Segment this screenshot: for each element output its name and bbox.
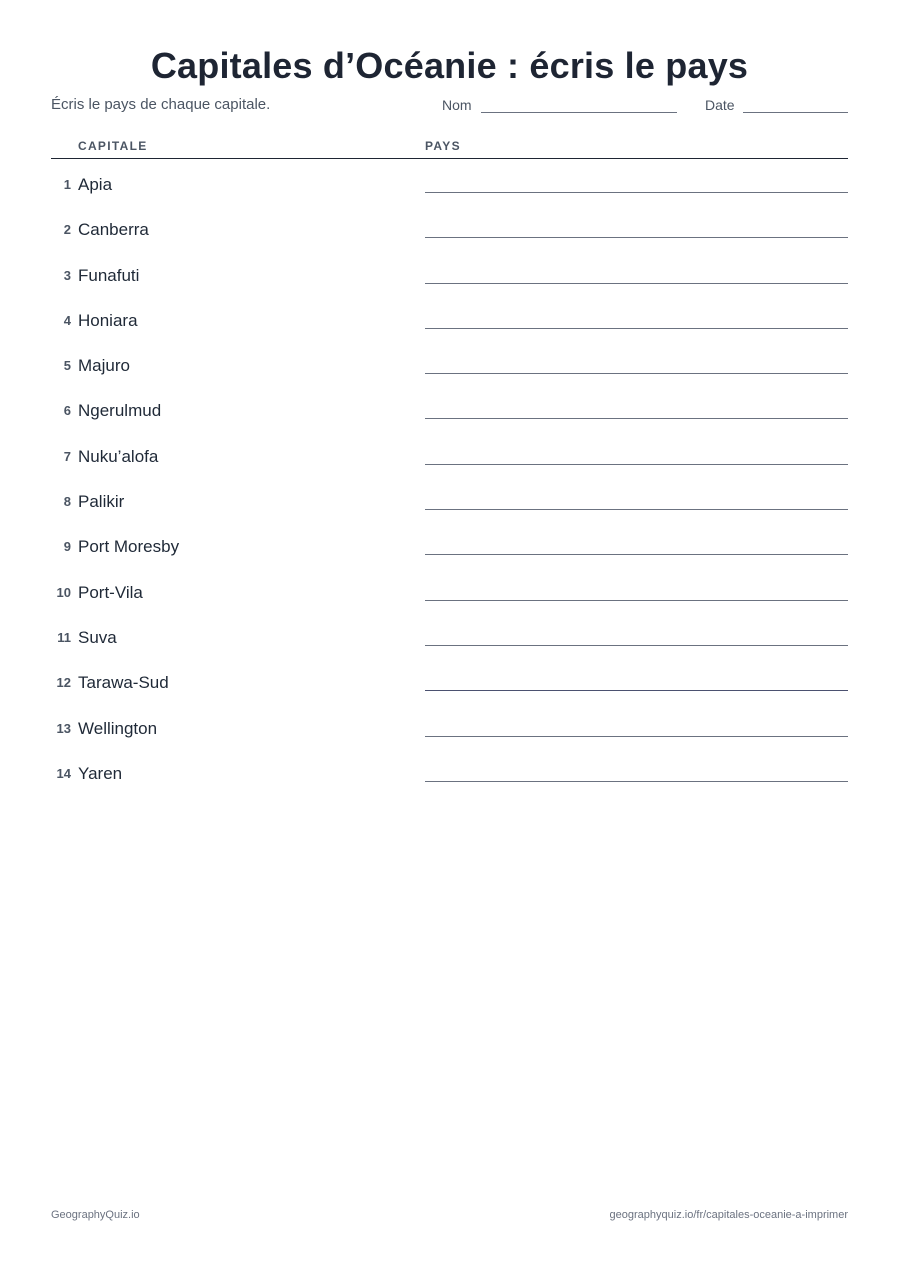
country-answer-field[interactable]	[425, 237, 848, 238]
column-header-capital: CAPITALE	[78, 139, 148, 153]
question-row	[51, 251, 848, 296]
question-row	[51, 749, 848, 794]
capital-name: Ngerulmud	[78, 401, 162, 421]
country-answer-field[interactable]	[425, 690, 848, 691]
row-number: 8	[63, 494, 71, 510]
question-row	[51, 432, 848, 477]
question-row	[51, 704, 848, 749]
capital-name: Apia	[78, 175, 113, 194]
country-answer-field[interactable]	[425, 283, 848, 284]
column-header-country: PAYS	[425, 139, 461, 153]
question-row	[51, 386, 848, 431]
question-row	[51, 568, 848, 613]
row-number: 10	[56, 584, 71, 600]
row-number: 11	[57, 629, 71, 645]
question-row	[51, 296, 848, 341]
table-header	[51, 136, 848, 159]
page-title: Capitales d’Océanie : écris le pays	[150, 45, 749, 86]
name-field[interactable]	[481, 112, 677, 113]
worksheet-page	[51, 0, 848, 1273]
capital-name: Nuku’alofa	[78, 446, 159, 466]
country-answer-field[interactable]	[425, 328, 848, 329]
instructions-text: Écris le pays de chaque capitale.	[51, 96, 271, 113]
country-answer-field[interactable]	[425, 736, 848, 737]
row-number: 13	[56, 720, 71, 736]
capital-name: Suva	[78, 627, 117, 647]
meta-row	[51, 94, 848, 116]
country-answer-field[interactable]	[425, 373, 848, 374]
question-row	[51, 160, 848, 205]
capital-name: Tarawa-Sud	[78, 673, 169, 693]
row-number: 3	[63, 267, 71, 283]
capital-name: Funafuti	[78, 265, 140, 285]
country-answer-field[interactable]	[425, 509, 848, 510]
capital-name: Canberra	[78, 220, 149, 240]
capital-name: Palikir	[78, 492, 125, 512]
country-answer-field[interactable]	[425, 600, 848, 601]
capital-name: Honiara	[78, 310, 138, 330]
country-answer-field[interactable]	[425, 418, 848, 419]
row-number: 14	[56, 765, 71, 781]
question-row	[51, 522, 848, 567]
country-answer-field[interactable]	[425, 192, 848, 193]
question-row	[51, 205, 848, 250]
date-field[interactable]	[743, 112, 848, 113]
footer-brand: GeographyQuiz.io	[51, 1209, 140, 1221]
country-answer-field[interactable]	[425, 645, 848, 646]
question-list	[51, 160, 848, 794]
row-number: 1	[63, 177, 71, 192]
capital-name: Port-Vila	[78, 582, 143, 602]
question-row	[51, 477, 848, 522]
footer-url: geographyquiz.io/fr/capitales-oceanie-a-imprimer	[609, 1209, 848, 1221]
row-number: 6	[63, 403, 71, 419]
question-row	[51, 613, 848, 658]
row-number: 7	[63, 448, 71, 464]
row-number: 5	[63, 358, 71, 374]
capital-name: Port Moresby	[78, 537, 180, 557]
row-number: 12	[56, 675, 71, 691]
capital-name: Majuro	[78, 356, 130, 376]
row-number: 9	[63, 539, 71, 555]
country-answer-field[interactable]	[425, 554, 848, 555]
row-number: 4	[63, 312, 71, 328]
country-answer-field[interactable]	[425, 464, 848, 465]
date-label: Date	[705, 97, 735, 113]
capital-name: Yaren	[78, 763, 123, 783]
question-row	[51, 658, 848, 703]
row-number: 2	[63, 222, 71, 238]
name-label: Nom	[442, 97, 472, 113]
country-answer-field[interactable]	[425, 781, 848, 782]
question-row	[51, 341, 848, 386]
capital-name: Wellington	[78, 718, 158, 738]
